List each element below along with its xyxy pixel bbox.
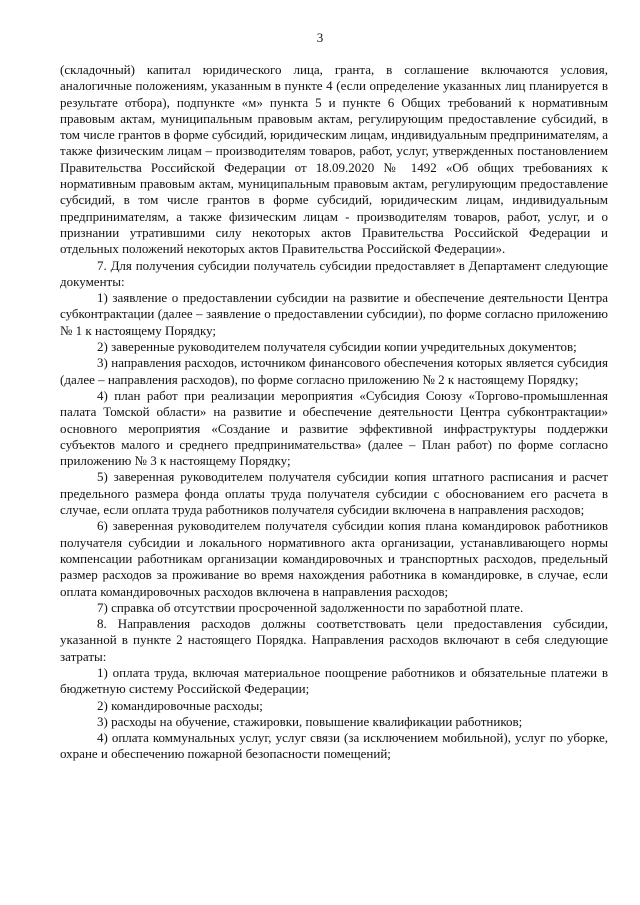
list-item-8-1: 1) оплата труда, включая материальное поощрение работников и обязательные платежи в бюджетную систему Российской Федерации; xyxy=(60,664,608,697)
page-number: 3 xyxy=(316,30,324,45)
list-item-7-3: 3) направления расходов, источником финансового обеспечения которых является субсидия (далее – направления расходов), по форме согласно приложению № 2 к настоящему Порядку; xyxy=(60,355,608,387)
list-item-7-2: 2) заверенные руководителем получателя субсидии копии учредительных документов; xyxy=(97,339,577,355)
list-item-7-7: 7) справка об отсутствии просроченной задолженности по заработной плате. xyxy=(97,599,524,615)
list-item-8-2: 2) командировочные расходы; xyxy=(97,697,263,713)
list-item-7-6: 6) заверенная руководителем получателя субсидии копия плана командировок работников получателя субсидии и локального нормативного акта организации, устанавливающего нормы компенсации работникам организации командировочных и транспортных расходов, предельный размер расходов за проживание во время нахождения работника в командировке, в случае, если оплата командировочных расходов включена в направления расходов; xyxy=(60,518,608,599)
paragraph-continuation: (складочный) капитал юридического лица, гранта, в соглашение включаются условия, аналогичные положениям, указанным в пункте 4 (если определение указанных лиц планируется в результате отбора), подпункте «м» пункта 5 и пункте 6 Общих требований к нормативным правовым актам, муниципальным правовым актам, регулирующим предоставление субсидий, в том числе грантов в форме субсидий, юридическим лицам, индивидуальным предпринимателям, а также физическим лицам – производителям товаров, работ, услуг, утвержденных постановлением Правительства Российской Федерации от 18.09.2020 № 1492 «Об общих требованиях к нормативным правовым актам, муниципальным правовым актам, регулирующим предоставление субсидий, в том числе грантов в форме субсидий, юридическим лицам, индивидуальным предпринимателям, а также физическим лицам - производителям товаров, работ, услуг, и о признании утратившими силу некоторых актов Правительства Российской Федерации и отдельных положений некоторых актов Правительства Российской Федерации». xyxy=(60,62,608,257)
paragraph-clause-7: 7. Для получения субсидии получатель субсидии предоставляет в Департамент следующие документы: xyxy=(60,257,608,289)
list-item-8-4: 4) оплата коммунальных услуг, услуг связи (за исключением мобильной), услуг по уборке, охране и обеспечению пожарной безопасности помещений; xyxy=(60,730,608,762)
list-item-7-4: 4) план работ при реализации мероприятия «Субсидия Союзу «Торгово-промышленная палата Томской области» на развитие и обеспечение деятельности Центра субконтрактации» основного мероприятия «Создание и развитие эффективной инфраструктуры поддержки субъектов малого и среднего предпринимательства» (далее – План работ) по форме согласно приложению № 3 к настоящему Порядку; xyxy=(60,387,608,469)
list-item-7-1: 1) заявление о предоставлении субсидии на развитие и обеспечение деятельности Центра субконтрактации (далее – заявление о предоставлении субсидии), по форме согласно приложению № 1 к настоящему Порядку; xyxy=(60,290,608,338)
list-item-7-5: 5) заверенная руководителем получателя субсидии копия штатного расписания и расчет предельного размера фонда оплаты труда получателя субсидии с обоснованием его расчета в случае, если оплата труда работников получателя субсидии включена в направления расходов; xyxy=(60,469,608,518)
document-body xyxy=(60,62,608,763)
paragraph-clause-8: 8. Направления расходов должны соответствовать цели предоставления субсидии, указанной в пункте 2 настоящего Порядка. Направления расходов включают в себя следующие затраты: xyxy=(60,616,608,664)
list-item-8-3: 3) расходы на обучение, стажировки, повышение квалификации работников; xyxy=(97,713,523,729)
